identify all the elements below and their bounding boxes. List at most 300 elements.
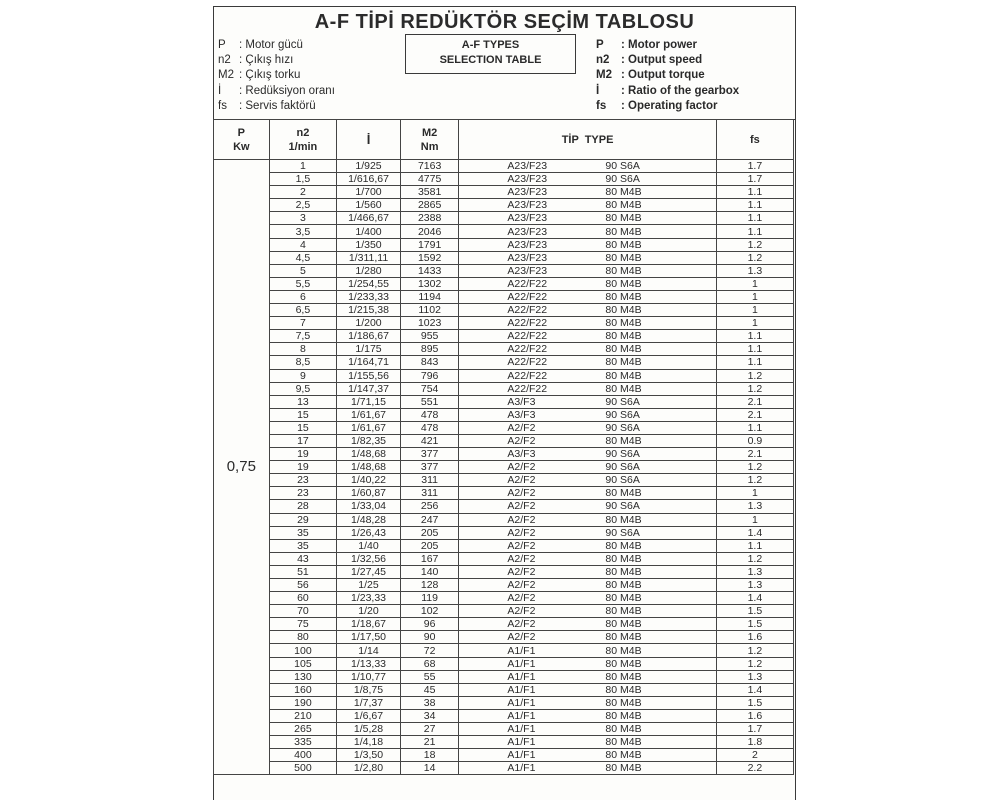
- cell-ratio: 1/311,11: [337, 251, 401, 264]
- cell-m2: 311: [400, 474, 459, 487]
- cell-type-code: A2/F2: [507, 421, 536, 434]
- type-wrap: [459, 252, 715, 264]
- cell-type: [459, 212, 716, 225]
- cell-ratio: 1/700: [337, 186, 401, 199]
- table-row: [214, 421, 794, 434]
- cell-n2: 335: [269, 736, 337, 749]
- cell-type: [459, 644, 716, 657]
- cell-type: [459, 749, 716, 762]
- cell-ratio: 1/20: [337, 605, 401, 618]
- col-header-i-symbol: İ: [366, 131, 371, 147]
- cell-fs: 1.4: [716, 683, 793, 696]
- table-row: [214, 474, 794, 487]
- col-header-type: TİP TYPE: [459, 120, 716, 160]
- legend-key: M2: [596, 69, 612, 82]
- cell-ratio: 1/40,22: [337, 474, 401, 487]
- col-header-fs: fs: [716, 120, 793, 160]
- cell-type-motor: 80 M4B: [605, 382, 642, 395]
- type-wrap: [459, 487, 715, 499]
- cell-n2: 43: [269, 552, 337, 565]
- cell-type-motor: 80 M4B: [605, 631, 642, 644]
- cell-type: [459, 526, 716, 539]
- cell-type-motor: 90 S6A: [605, 173, 640, 186]
- cell-ratio: 1/2,80: [337, 762, 401, 775]
- cell-type-code: A2/F2: [507, 513, 536, 526]
- cell-type-code: A2/F2: [507, 461, 536, 474]
- type-wrap: [459, 330, 715, 342]
- cell-type: [459, 408, 716, 421]
- cell-type-code: A23/F23: [507, 251, 548, 264]
- type-wrap: [459, 723, 715, 735]
- legend-item: [218, 53, 335, 68]
- cell-ratio: 1/48,68: [337, 448, 401, 461]
- legend-key: n2: [218, 54, 231, 67]
- cell-fs: 1.1: [716, 186, 793, 199]
- cell-type-code: A23/F23: [507, 173, 548, 186]
- cell-type-motor: 90 S6A: [605, 408, 640, 421]
- cell-m2: 2046: [400, 225, 459, 238]
- cell-type-motor: 80 M4B: [605, 605, 642, 618]
- col-header-m2-unit: Nm: [420, 140, 439, 153]
- cell-n2: 190: [269, 696, 337, 709]
- cell-n2: 23: [269, 474, 337, 487]
- cell-ratio: 1/60,87: [337, 487, 401, 500]
- cell-ratio: 1/616,67: [337, 173, 401, 186]
- cell-m2: 90: [400, 631, 459, 644]
- type-wrap: [459, 212, 715, 224]
- cell-ratio: 1/4,18: [337, 736, 401, 749]
- cell-m2: 551: [400, 395, 459, 408]
- cell-m2: 247: [400, 513, 459, 526]
- cell-type: [459, 565, 716, 578]
- legend-label: : Servis faktörü: [239, 99, 316, 112]
- cell-m2: 18: [400, 749, 459, 762]
- cell-fs: 1.1: [716, 343, 793, 356]
- type-wrap: [459, 553, 715, 565]
- cell-fs: 1.3: [716, 500, 793, 513]
- cell-type: [459, 304, 716, 317]
- cell-m2: 14: [400, 762, 459, 775]
- cell-type-code: A22/F22: [507, 343, 548, 356]
- cell-type: [459, 186, 716, 199]
- cell-n2: 17: [269, 434, 337, 447]
- cell-type-motor: 80 M4B: [605, 592, 642, 605]
- cell-type-motor: 90 S6A: [605, 421, 640, 434]
- legend-label: : Çıkış torku: [239, 69, 301, 82]
- cell-fs: 1.7: [716, 160, 793, 173]
- col-header-i: [337, 120, 401, 160]
- cell-type-code: A2/F2: [507, 592, 536, 605]
- cell-fs: 1.8: [716, 736, 793, 749]
- cell-ratio: 1/925: [337, 160, 401, 173]
- type-wrap: [459, 291, 715, 303]
- cell-type: [459, 421, 716, 434]
- type-wrap: [459, 173, 715, 185]
- legend-key: P: [596, 39, 604, 51]
- cell-type: [459, 696, 716, 709]
- cell-type-code: A1/F1: [507, 670, 536, 683]
- cell-m2: 2388: [400, 212, 459, 225]
- cell-type-motor: 80 M4B: [605, 290, 642, 303]
- cell-type: [459, 317, 716, 330]
- cell-n2: 1,5: [269, 173, 337, 186]
- table-row: [214, 696, 794, 709]
- cell-m2: 955: [400, 330, 459, 343]
- cell-ratio: 1/254,55: [337, 277, 401, 290]
- cell-type-code: A23/F23: [507, 160, 548, 173]
- cell-ratio: 1/48,28: [337, 513, 401, 526]
- cell-type: [459, 500, 716, 513]
- cell-fs: 1.2: [716, 644, 793, 657]
- legend-english: [596, 38, 739, 114]
- cell-type: [459, 723, 716, 736]
- types-box-line2: SELECTION TABLE: [439, 54, 542, 66]
- cell-type-code: A22/F22: [507, 330, 548, 343]
- cell-fs: 1.2: [716, 461, 793, 474]
- cell-type-motor: 80 M4B: [605, 565, 642, 578]
- cell-type: [459, 461, 716, 474]
- cell-ratio: 1/26,43: [337, 526, 401, 539]
- cell-n2: 6: [269, 290, 337, 303]
- cell-type-code: A2/F2: [507, 618, 536, 631]
- cell-type-motor: 80 M4B: [605, 709, 642, 722]
- cell-type-motor: 90 S6A: [605, 395, 640, 408]
- col-header-n2-symbol: n2: [296, 126, 310, 139]
- cell-m2: 27: [400, 723, 459, 736]
- table-row: [214, 657, 794, 670]
- cell-ratio: 1/23,33: [337, 592, 401, 605]
- types-box-line1: A-F TYPES: [461, 39, 520, 51]
- table-row: [214, 539, 794, 552]
- cell-ratio: 1/14: [337, 644, 401, 657]
- cell-ratio: 1/33,04: [337, 500, 401, 513]
- cell-type-motor: 80 M4B: [605, 199, 642, 212]
- cell-ratio: 1/350: [337, 238, 401, 251]
- cell-m2: 843: [400, 356, 459, 369]
- cell-n2: 265: [269, 723, 337, 736]
- cell-type: [459, 670, 716, 683]
- cell-type-code: A1/F1: [507, 696, 536, 709]
- table-row: [214, 238, 794, 251]
- cell-fs: 1.1: [716, 330, 793, 343]
- cell-type-code: A1/F1: [507, 749, 536, 762]
- table-row: [214, 487, 794, 500]
- cell-n2: 5,5: [269, 277, 337, 290]
- cell-type: [459, 343, 716, 356]
- cell-type-code: A22/F22: [507, 382, 548, 395]
- cell-ratio: 1/175: [337, 343, 401, 356]
- cell-ratio: 1/40: [337, 539, 401, 552]
- type-wrap: [459, 500, 715, 512]
- legend-label: : Ratio of the gearbox: [621, 84, 740, 97]
- cell-type-code: A22/F22: [507, 356, 548, 369]
- cell-type-motor: 80 M4B: [605, 330, 642, 343]
- cell-m2: 205: [400, 526, 459, 539]
- type-wrap: [459, 684, 715, 696]
- table-row: [214, 579, 794, 592]
- legend-turkish: [218, 38, 335, 114]
- cell-type-code: A2/F2: [507, 605, 536, 618]
- col-header-p-symbol: P: [237, 126, 245, 139]
- legend-label: : Output torque: [621, 69, 705, 82]
- cell-m2: 256: [400, 500, 459, 513]
- table-row: [214, 644, 794, 657]
- cell-ratio: 1/61,67: [337, 421, 401, 434]
- table-header-row: [214, 120, 794, 160]
- cell-type-code: A2/F2: [507, 526, 536, 539]
- cell-m2: 21: [400, 736, 459, 749]
- type-wrap: [459, 396, 715, 408]
- cell-type: [459, 356, 716, 369]
- cell-m2: 478: [400, 421, 459, 434]
- table-row: [214, 709, 794, 722]
- cell-type-code: A2/F2: [507, 539, 536, 552]
- cell-fs: 1: [716, 487, 793, 500]
- cell-type: [459, 225, 716, 238]
- type-wrap: [459, 356, 715, 368]
- table-row: [214, 461, 794, 474]
- table-row: [214, 408, 794, 421]
- cell-m2: 1194: [400, 290, 459, 303]
- cell-type-code: A1/F1: [507, 723, 536, 736]
- table-row: [214, 225, 794, 238]
- legend-item: [596, 38, 739, 53]
- type-wrap: [459, 343, 715, 355]
- cell-n2: 60: [269, 592, 337, 605]
- type-wrap: [459, 540, 715, 552]
- cell-fs: 1.7: [716, 173, 793, 186]
- cell-fs: 1.4: [716, 526, 793, 539]
- legend-label: : Operating factor: [621, 99, 718, 112]
- cell-ratio: 1/10,77: [337, 670, 401, 683]
- table-row: [214, 290, 794, 303]
- cell-type-code: A2/F2: [507, 474, 536, 487]
- cell-ratio: 1/7,37: [337, 696, 401, 709]
- cell-type-motor: 90 S6A: [605, 448, 640, 461]
- cell-m2: 34: [400, 709, 459, 722]
- cell-m2: 1791: [400, 238, 459, 251]
- cell-fs: 2: [716, 749, 793, 762]
- cell-m2: 205: [400, 539, 459, 552]
- cell-type: [459, 160, 716, 173]
- type-wrap: [459, 239, 715, 251]
- legend-item: [218, 68, 335, 83]
- type-wrap: [459, 278, 715, 290]
- cell-m2: 102: [400, 605, 459, 618]
- type-wrap: [459, 435, 715, 447]
- col-header-p: [214, 120, 270, 160]
- legend-key: M2: [218, 69, 234, 82]
- cell-type-motor: 90 S6A: [605, 474, 640, 487]
- selection-sheet: [213, 6, 796, 800]
- cell-fs: 1.5: [716, 696, 793, 709]
- type-wrap: [459, 304, 715, 316]
- cell-ratio: 1/48,68: [337, 461, 401, 474]
- cell-type-code: A1/F1: [507, 683, 536, 696]
- table-row: [214, 565, 794, 578]
- type-wrap: [459, 658, 715, 670]
- cell-type-code: A2/F2: [507, 565, 536, 578]
- cell-type: [459, 513, 716, 526]
- types-box: [405, 34, 576, 74]
- cell-n2: 4,5: [269, 251, 337, 264]
- cell-m2: 895: [400, 343, 459, 356]
- cell-type-motor: 80 M4B: [605, 304, 642, 317]
- cell-type-motor: 80 M4B: [605, 435, 642, 448]
- cell-fs: 2.2: [716, 762, 793, 775]
- table-row: [214, 330, 794, 343]
- cell-n2: 19: [269, 461, 337, 474]
- cell-type-motor: 80 M4B: [605, 644, 642, 657]
- cell-type-code: A2/F2: [507, 579, 536, 592]
- legend-key: fs: [218, 99, 227, 112]
- cell-type-motor: 80 M4B: [605, 251, 642, 264]
- type-wrap: [459, 671, 715, 683]
- table-row: [214, 186, 794, 199]
- cell-type-code: A2/F2: [507, 435, 536, 448]
- cell-fs: 1.5: [716, 618, 793, 631]
- cell-n2: 15: [269, 421, 337, 434]
- cell-fs: 1.4: [716, 592, 793, 605]
- cell-n2: 15: [269, 408, 337, 421]
- cell-n2: 2: [269, 186, 337, 199]
- cell-ratio: 1/17,50: [337, 631, 401, 644]
- cell-n2: 1: [269, 160, 337, 173]
- cell-m2: 167: [400, 552, 459, 565]
- cell-m2: 1592: [400, 251, 459, 264]
- col-header-n2: [269, 120, 337, 160]
- table-row: [214, 356, 794, 369]
- cell-type-motor: 80 M4B: [605, 225, 642, 238]
- cell-m2: 311: [400, 487, 459, 500]
- cell-m2: 377: [400, 461, 459, 474]
- type-wrap: [459, 618, 715, 630]
- cell-n2: 5: [269, 264, 337, 277]
- table-row: [214, 736, 794, 749]
- cell-ratio: 1/233,33: [337, 290, 401, 303]
- type-wrap: [459, 762, 715, 774]
- cell-type: [459, 277, 716, 290]
- table-row: [214, 723, 794, 736]
- cell-type-code: A3/F3: [507, 448, 536, 461]
- cell-n2: 160: [269, 683, 337, 696]
- cell-type-code: A22/F22: [507, 304, 548, 317]
- type-wrap: [459, 422, 715, 434]
- type-wrap: [459, 383, 715, 395]
- type-wrap: [459, 736, 715, 748]
- cell-type-code: A1/F1: [507, 657, 536, 670]
- cell-ratio: 1/13,33: [337, 657, 401, 670]
- cell-ratio: 1/27,45: [337, 565, 401, 578]
- cell-n2: 23: [269, 487, 337, 500]
- cell-n2: 13: [269, 395, 337, 408]
- cell-n2: 8,5: [269, 356, 337, 369]
- table-row: [214, 199, 794, 212]
- cell-fs: 2.1: [716, 395, 793, 408]
- type-wrap: [459, 317, 715, 329]
- cell-type-code: A22/F22: [507, 317, 548, 330]
- table-row: [214, 251, 794, 264]
- cell-m2: 4775: [400, 173, 459, 186]
- cell-type-code: A23/F23: [507, 238, 548, 251]
- cell-ratio: 1/400: [337, 225, 401, 238]
- cell-fs: 1.5: [716, 605, 793, 618]
- cell-fs: 1.3: [716, 579, 793, 592]
- cell-type-code: A22/F22: [507, 369, 548, 382]
- legend-label: : Çıkış hızı: [239, 54, 294, 67]
- cell-fs: 1.2: [716, 474, 793, 487]
- cell-type: [459, 173, 716, 186]
- cell-type-code: A2/F2: [507, 500, 536, 513]
- cell-n2: 4: [269, 238, 337, 251]
- cell-type-code: A23/F23: [507, 264, 548, 277]
- cell-fs: 1.1: [716, 199, 793, 212]
- cell-fs: 1.3: [716, 670, 793, 683]
- cell-n2: 28: [269, 500, 337, 513]
- type-wrap: [459, 186, 715, 198]
- cell-m2: 796: [400, 369, 459, 382]
- type-wrap: [459, 527, 715, 539]
- table-row: [214, 670, 794, 683]
- cell-ratio: 1/147,37: [337, 382, 401, 395]
- cell-ratio: 1/186,67: [337, 330, 401, 343]
- table-row: [214, 264, 794, 277]
- cell-m2: 45: [400, 683, 459, 696]
- cell-fs: 1.3: [716, 565, 793, 578]
- cell-fs: 1: [716, 277, 793, 290]
- cell-type: [459, 264, 716, 277]
- cell-type: [459, 434, 716, 447]
- cell-ratio: 1/8,75: [337, 683, 401, 696]
- cell-ratio: 1/466,67: [337, 212, 401, 225]
- legend-item: [596, 99, 739, 114]
- col-header-p-unit: Kw: [233, 140, 250, 153]
- cell-type-motor: 80 M4B: [605, 657, 642, 670]
- type-wrap: [459, 631, 715, 643]
- table-row: [214, 369, 794, 382]
- cell-type: [459, 382, 716, 395]
- type-wrap: [459, 566, 715, 578]
- cell-type: [459, 683, 716, 696]
- cell-type-code: A3/F3: [507, 408, 536, 421]
- cell-type-motor: 80 M4B: [605, 513, 642, 526]
- cell-type-motor: 80 M4B: [605, 723, 642, 736]
- cell-ratio: 1/32,56: [337, 552, 401, 565]
- cell-n2: 29: [269, 513, 337, 526]
- cell-type: [459, 579, 716, 592]
- cell-m2: 1102: [400, 304, 459, 317]
- cell-m2: 68: [400, 657, 459, 670]
- table-row: [214, 160, 794, 173]
- cell-fs: 0.9: [716, 434, 793, 447]
- table-row: [214, 592, 794, 605]
- cell-n2: 19: [269, 448, 337, 461]
- type-wrap: [459, 370, 715, 382]
- cell-m2: 72: [400, 644, 459, 657]
- table-row: [214, 552, 794, 565]
- legend-label: : Motor power: [621, 39, 698, 51]
- cell-type-code: A2/F2: [507, 631, 536, 644]
- cell-type-motor: 80 M4B: [605, 356, 642, 369]
- legend-label: : Redüksiyon oranı: [239, 84, 335, 97]
- table-row: [214, 277, 794, 290]
- cell-n2: 105: [269, 657, 337, 670]
- cell-ratio: 1/164,71: [337, 356, 401, 369]
- cell-type-motor: 80 M4B: [605, 277, 642, 290]
- cell-ratio: 1/82,35: [337, 434, 401, 447]
- cell-fs: 1.1: [716, 225, 793, 238]
- type-wrap: [459, 474, 715, 486]
